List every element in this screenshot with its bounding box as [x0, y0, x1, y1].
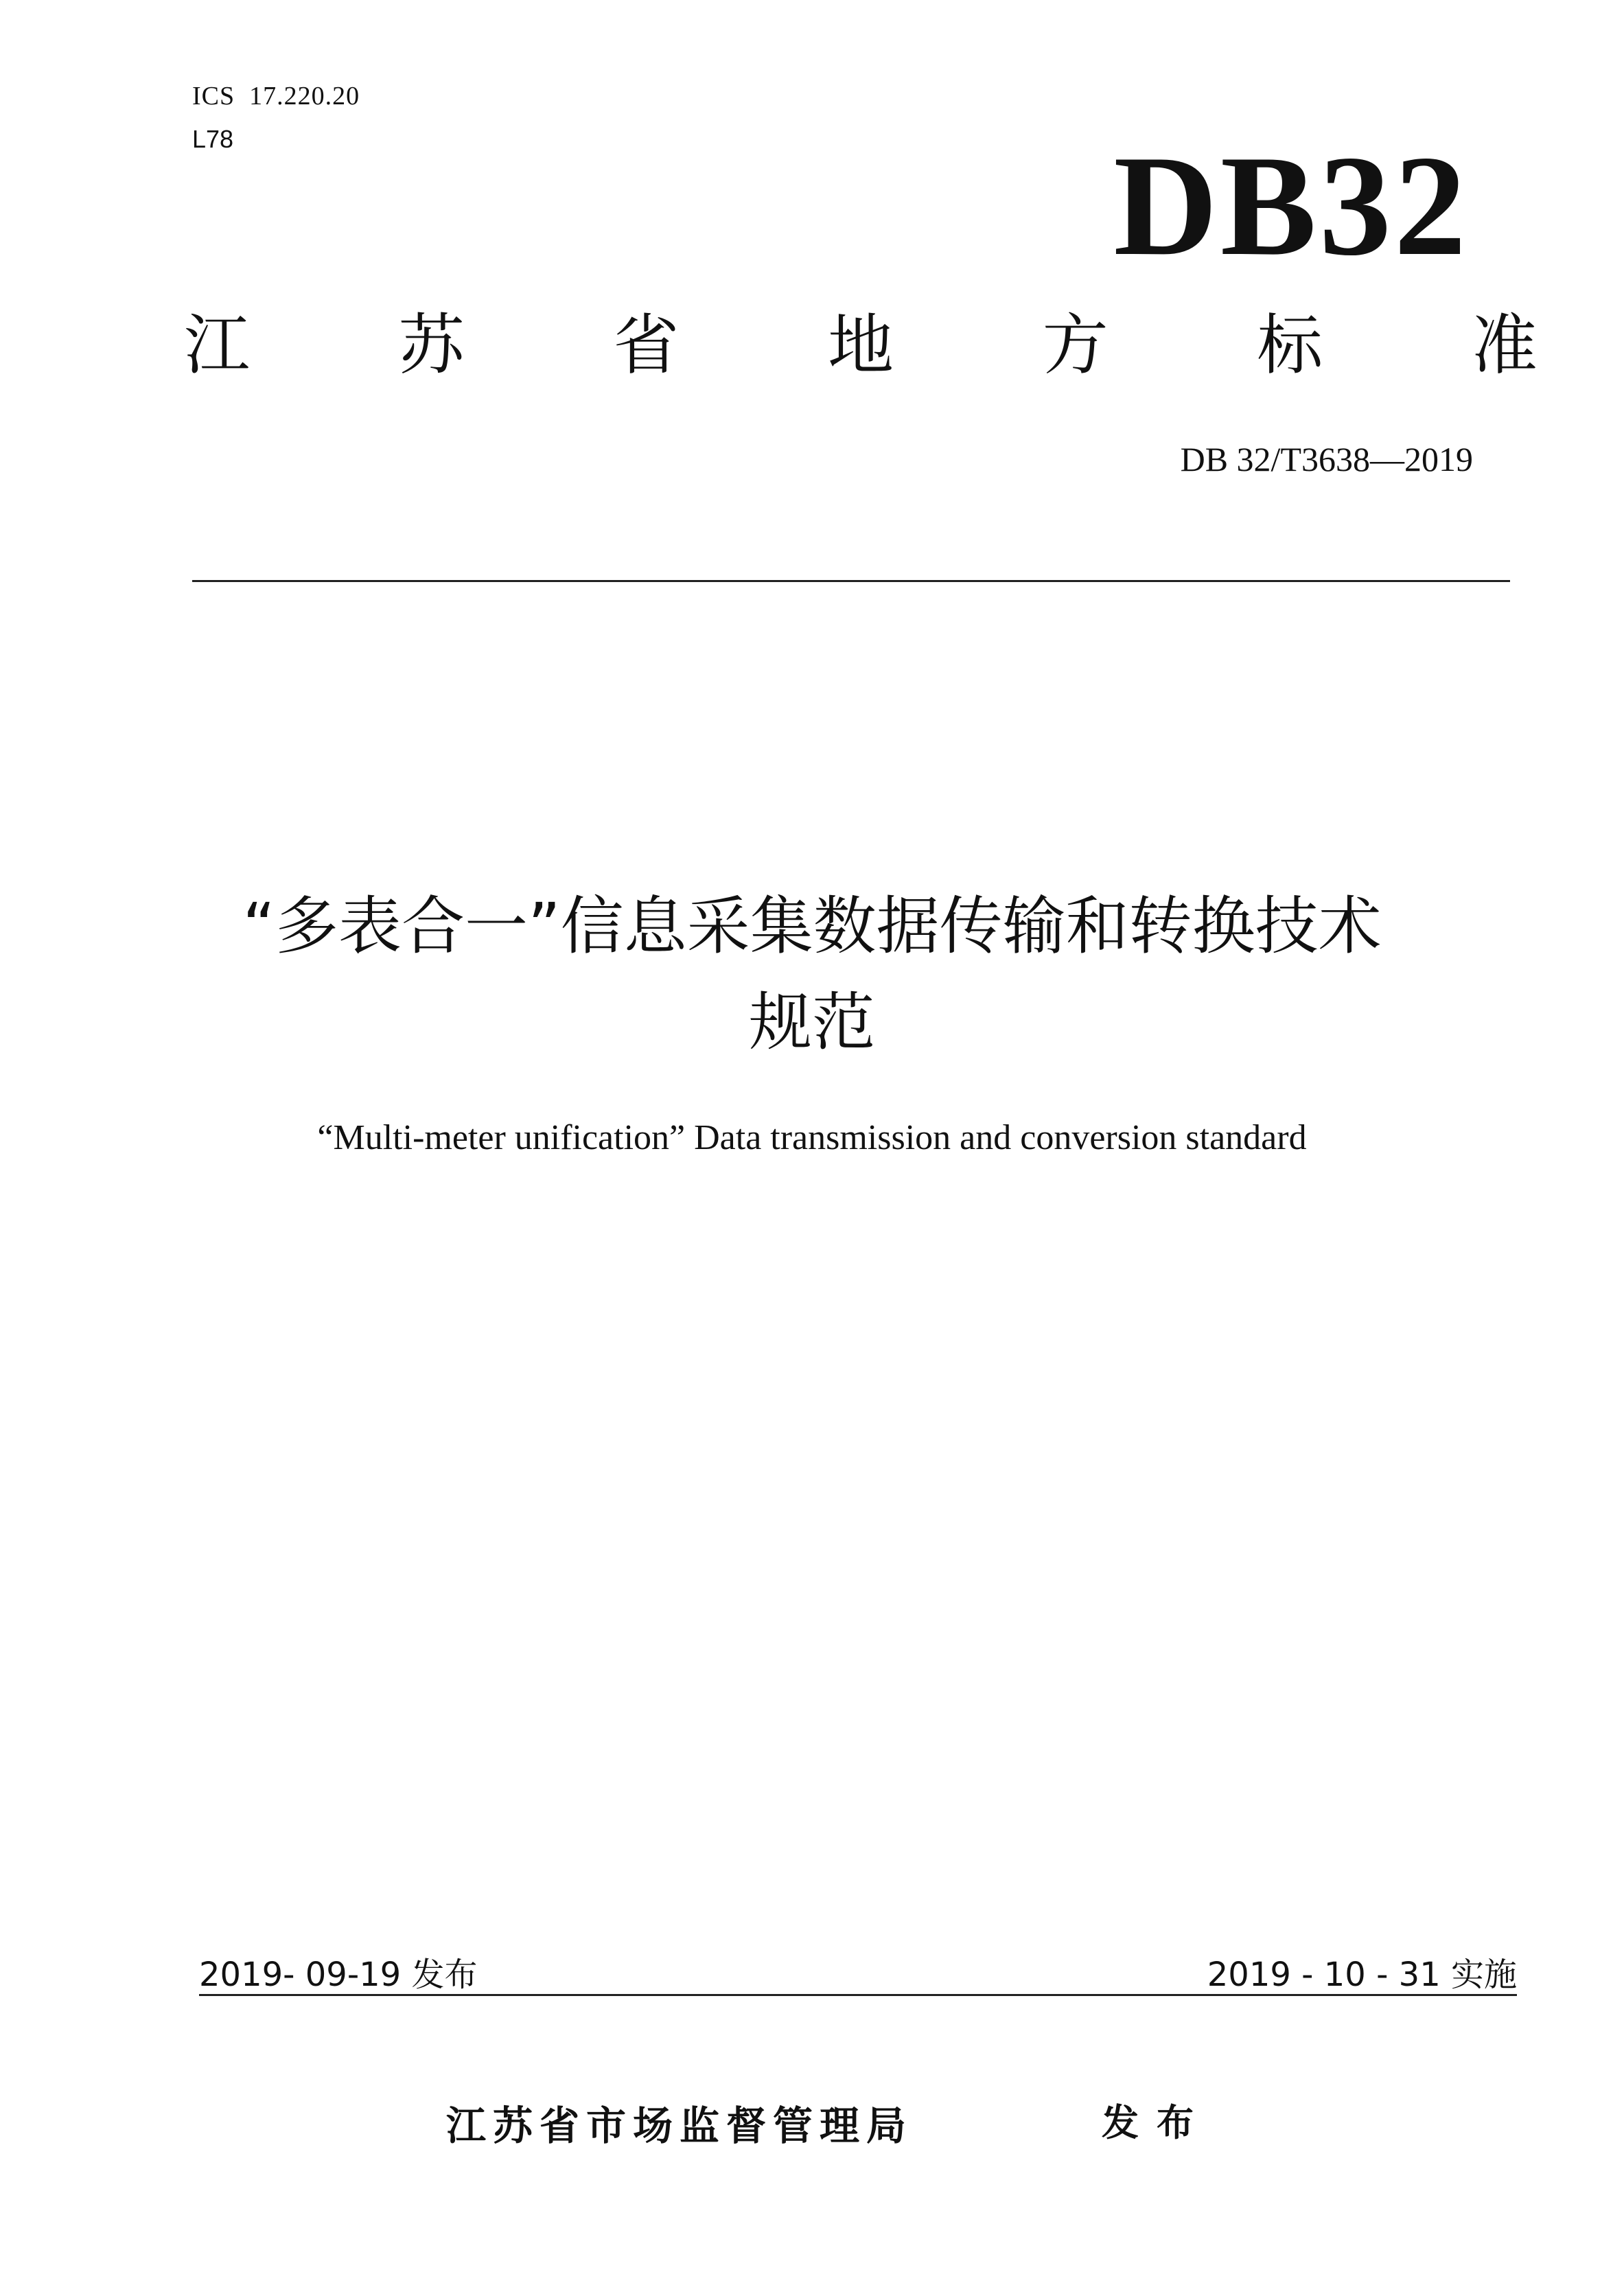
standard-type-heading	[184, 307, 1538, 384]
standard-type-char: 标	[1257, 307, 1323, 384]
issuing-authority: 江苏省市场监督管理局	[446, 2102, 914, 2149]
footer-divider	[199, 1994, 1517, 1996]
english-title: “Multi-meter unification” Data transmission and conversion standard	[317, 1118, 1307, 1157]
release-date: 2019- 09-19 发布	[199, 1956, 478, 1994]
standard-type-char: 准	[1471, 307, 1538, 384]
standard-type-char: 江	[184, 307, 250, 384]
ics-code: ICS 17.220.20	[192, 82, 360, 111]
implementation-date: 2019 - 10 - 31 实施	[1207, 1956, 1517, 1994]
chinese-title	[0, 879, 1624, 1071]
publish-label: 发布	[1102, 2101, 1211, 2144]
standard-type-char: 地	[827, 307, 894, 384]
standard-type-char: 苏	[398, 307, 465, 384]
standard-number: DB 32/T3638—2019	[1180, 440, 1473, 478]
standard-code-logo: DB32	[1113, 126, 1469, 286]
chinese-title-line-1: “多表合一”信息采集数据传输和转换技术	[242, 890, 1382, 963]
standard-type-char: 方	[1042, 307, 1109, 384]
classification-code: L78	[192, 125, 234, 153]
standard-type-char: 省	[613, 307, 680, 384]
header-divider	[192, 580, 1510, 582]
chinese-title-line-2: 规范	[748, 986, 875, 1059]
